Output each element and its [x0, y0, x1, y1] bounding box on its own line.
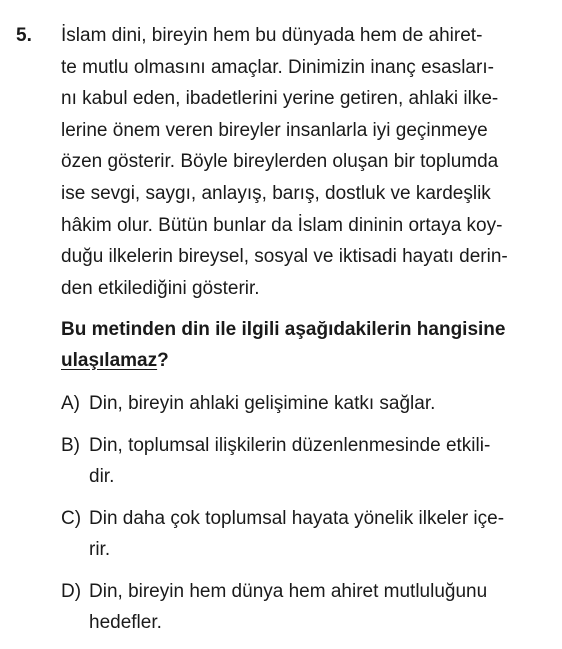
option-a[interactable]: [61, 388, 556, 419]
passage-line: duğu ilkelerin bireysel, sosyal ve iktisadi hayatı derin-: [61, 246, 508, 268]
question-passage: [61, 20, 556, 304]
passage-line: İslam dini, bireyin hem bu dünyada hem de ahiret-: [61, 25, 483, 46]
option-letter: A): [61, 393, 80, 414]
option-text: dir.: [89, 466, 115, 487]
passage-line: lerine önem veren bireyler insanlarla iyi geçinmeye: [61, 119, 488, 141]
option-text: Din, bireyin ahlaki gelişimine katkı sağlar.: [89, 393, 436, 414]
passage-line: özen gösterir. Böyle bireylerden oluşan bir toplumda: [61, 151, 499, 173]
passage-line: ise sevgi, saygı, anlayış, barış, dostluk ve kardeşlik: [61, 182, 491, 204]
passage-line: hâkim olur. Bütün bunlar da İslam dininin ortaya koy-: [61, 214, 503, 236]
option-letter: B): [61, 435, 80, 456]
stem-negative-word: ulaşılamaz: [61, 350, 158, 371]
option-d[interactable]: [61, 576, 556, 638]
passage-line: te mutlu olmasını amaçlar. Dinimizin inanç esasları-: [61, 56, 494, 78]
question-number: 5.: [16, 25, 32, 46]
option-b[interactable]: [61, 430, 556, 492]
option-text: Din daha çok toplumsal hayata yönelik ilkeler içe-: [89, 508, 505, 529]
question-stem: [61, 314, 556, 376]
option-text: Din, toplumsal ilişkilerin düzenlenmesinde etkili-: [89, 435, 491, 456]
answer-options: [61, 388, 556, 649]
passage-line: den etkilediğini gösterir.: [61, 277, 260, 299]
passage-line: nı kabul eden, ibadetlerini yerine getiren, ahlaki ilke-: [61, 88, 499, 110]
option-letter: C): [61, 508, 82, 529]
option-text: Din, bireyin hem dünya hem ahiret mutluluğunu: [89, 581, 488, 602]
stem-question-mark: ?: [157, 350, 169, 371]
stem-line-2: [61, 345, 556, 376]
option-text: hedefler.: [89, 612, 162, 633]
option-c[interactable]: [61, 503, 556, 565]
option-letter: D): [61, 581, 82, 602]
stem-line: Bu metinden din ile ilgili aşağıdakilerin hangisine: [61, 319, 506, 340]
option-text: rir.: [89, 539, 111, 560]
